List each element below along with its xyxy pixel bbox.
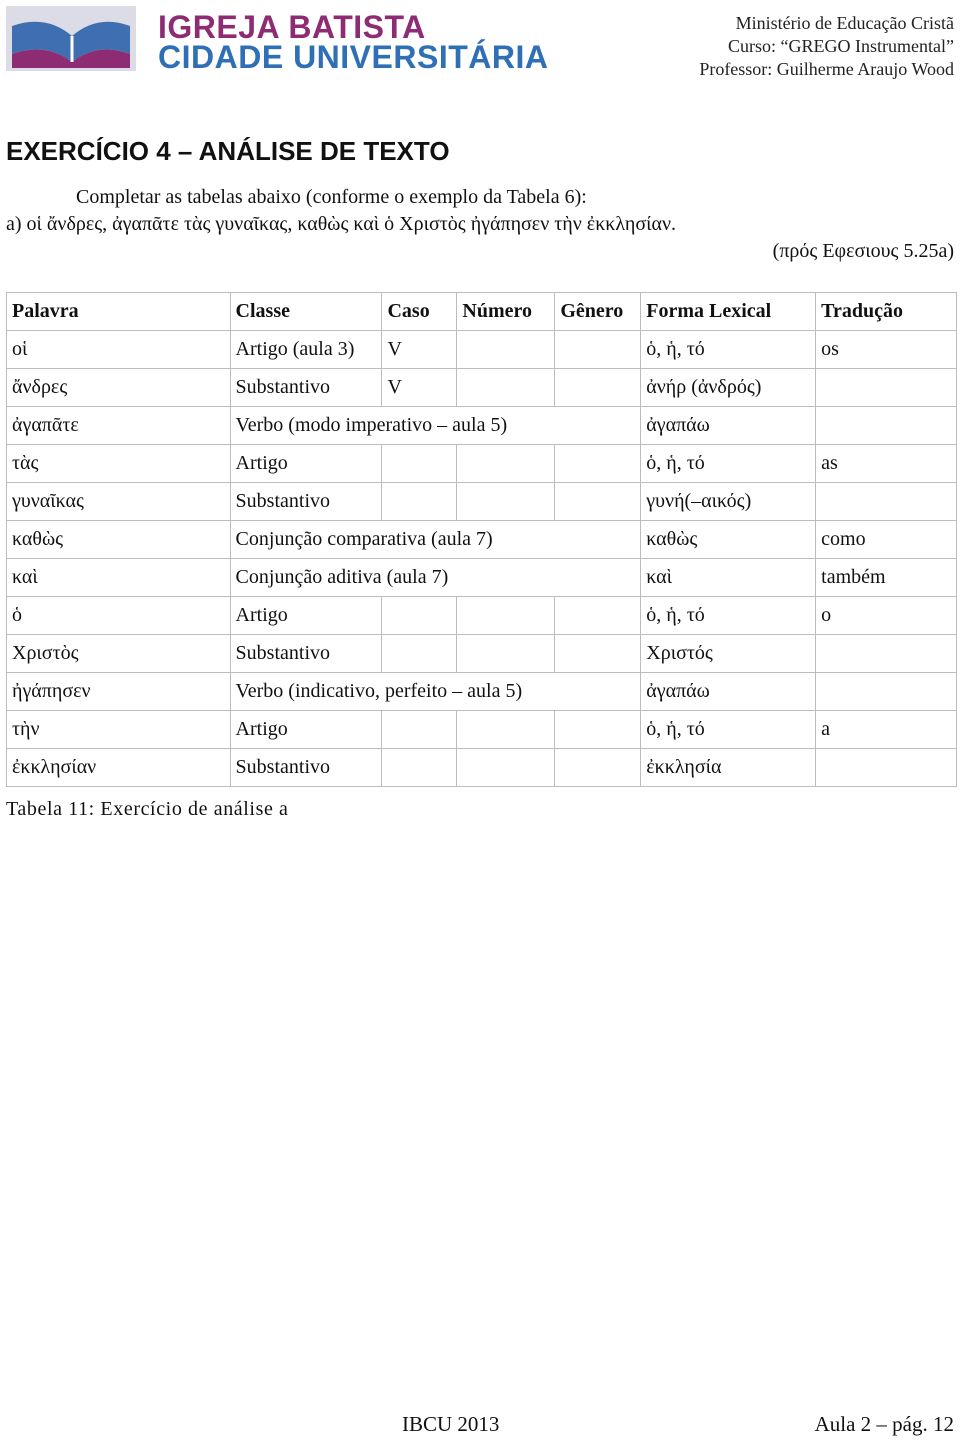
table-row [7,331,957,369]
cell-classe: Substantivo [230,635,382,673]
table-row [7,445,957,483]
cell-genero[interactable] [555,483,641,521]
column-header-traducao: Tradução [816,293,957,331]
cell-palavra: ἄνδρες [7,369,231,407]
cell-forma-lexical: καθὼς [641,521,816,559]
cell-traducao[interactable] [816,673,957,711]
cell-classe: Verbo (indicativo, perfeito – aula 5) [230,673,641,711]
table-row [7,369,957,407]
cell-caso[interactable] [382,445,457,483]
cell-traducao[interactable] [816,483,957,521]
cell-numero[interactable] [457,331,555,369]
cell-palavra: καθὼς [7,521,231,559]
cell-numero[interactable] [457,369,555,407]
cell-numero[interactable] [457,749,555,787]
church-name [158,9,549,75]
cell-classe: Substantivo [230,369,382,407]
cell-palavra: γυναῖκας [7,483,231,521]
professor-line: Professor: Guilherme Araujo Wood [699,59,954,79]
cell-caso[interactable]: V [382,331,457,369]
column-header-forma-lexical: Forma Lexical [641,293,816,331]
cell-genero[interactable] [555,331,641,369]
cell-palavra: ἐκκλησίαν [7,749,231,787]
cell-palavra: ἀγαπᾶτε [7,407,231,445]
cell-classe: Substantivo [230,749,382,787]
cell-numero[interactable] [457,445,555,483]
cell-caso[interactable] [382,597,457,635]
cell-forma-lexical: καὶ [641,559,816,597]
cell-forma-lexical: Χριστός [641,635,816,673]
church-name-line2: CIDADE UNIVERSITÁRIA [158,39,549,75]
cell-traducao[interactable]: as [816,445,957,483]
cell-caso[interactable] [382,711,457,749]
cell-palavra: τὴν [7,711,231,749]
cell-caso[interactable] [382,749,457,787]
greek-sentence: a) οἱ ἄνδρες, ἀγαπᾶτε τὰς γυναῖκας, καθὼς καὶ ὁ Χριστὸς ἠγάπησεν τὴν ἐκκλησίαν. [6,213,677,235]
cell-forma-lexical: ὁ, ἡ, τό [641,711,816,749]
cell-numero[interactable] [457,635,555,673]
column-header-classe: Classe [230,293,382,331]
cell-numero[interactable] [457,711,555,749]
table-row [7,635,957,673]
cell-traducao[interactable] [816,369,957,407]
ministry-line: Ministério de Educação Cristã [735,13,954,33]
cell-caso[interactable] [382,635,457,673]
footer-page-number: Aula 2 – pág. 12 [814,1412,954,1436]
cell-palavra: καὶ [7,559,231,597]
course-line: Curso: “GREGO Instrumental” [728,36,954,56]
column-header-caso: Caso [382,293,457,331]
cell-forma-lexical: ὁ, ἡ, τό [641,597,816,635]
cell-forma-lexical: ἀγαπάω [641,407,816,445]
cell-forma-lexical: ὁ, ἡ, τό [641,445,816,483]
cell-classe: Artigo (aula 3) [230,331,382,369]
cell-numero[interactable] [457,597,555,635]
table-row [7,559,957,597]
table-row [7,711,957,749]
column-header-numero: Número [457,293,555,331]
footer-institution: IBCU 2013 [402,1412,500,1436]
cell-numero[interactable] [457,483,555,521]
cell-genero[interactable] [555,749,641,787]
cell-forma-lexical: ἀγαπάω [641,673,816,711]
cell-classe: Artigo [230,445,382,483]
analysis-table [6,292,957,787]
instructions-block [6,184,954,265]
cell-traducao[interactable] [816,407,957,445]
cell-traducao[interactable] [816,635,957,673]
cell-classe: Substantivo [230,483,382,521]
table-row [7,521,957,559]
cell-classe: Artigo [230,711,382,749]
cell-genero[interactable] [555,445,641,483]
cell-genero[interactable] [555,711,641,749]
cell-classe: Conjunção aditiva (aula 7) [230,559,641,597]
instruction-text: Completar as tabelas abaixo (conforme o exemplo da Tabela 6): [76,186,587,208]
cell-genero[interactable] [555,635,641,673]
column-header-genero: Gênero [555,293,641,331]
cell-caso[interactable] [382,483,457,521]
exercise-title: EXERCÍCIO 4 – ANÁLISE DE TEXTO [6,136,450,166]
table-row [7,749,957,787]
cell-palavra: ἠγάπησεν [7,673,231,711]
cell-traducao[interactable]: também [816,559,957,597]
cell-palavra: ὁ [7,597,231,635]
cell-caso[interactable]: V [382,369,457,407]
table-row [7,483,957,521]
church-logo-icon [6,6,136,71]
cell-traducao[interactable]: o [816,597,957,635]
cell-classe: Artigo [230,597,382,635]
church-name-line1: IGREJA BATISTA [158,9,426,45]
cell-genero[interactable] [555,369,641,407]
table-header-row [7,293,957,331]
cell-traducao[interactable]: os [816,331,957,369]
cell-genero[interactable] [555,597,641,635]
page-header [6,6,954,79]
cell-forma-lexical: γυνή(–αικός) [641,483,816,521]
cell-classe: Verbo (modo imperativo – aula 5) [230,407,641,445]
cell-forma-lexical: ἐκκλησία [641,749,816,787]
table-row [7,673,957,711]
cell-traducao[interactable] [816,749,957,787]
table-row [7,407,957,445]
cell-traducao[interactable]: a [816,711,957,749]
cell-classe: Conjunção comparativa (aula 7) [230,521,641,559]
cell-forma-lexical: ὁ, ἡ, τό [641,331,816,369]
cell-forma-lexical: ἀνήρ (ἀνδρός) [641,369,816,407]
course-info [699,12,954,81]
bible-reference: (πρός Εφεσιους 5.25a) [772,240,954,262]
cell-traducao[interactable]: como [816,521,957,559]
column-header-palavra: Palavra [7,293,231,331]
table-row [7,597,957,635]
table-caption: Tabela 11: Exercício de análise a [6,798,289,820]
cell-palavra: οἱ [7,331,231,369]
cell-palavra: Χριστὸς [7,635,231,673]
cell-palavra: τὰς [7,445,231,483]
